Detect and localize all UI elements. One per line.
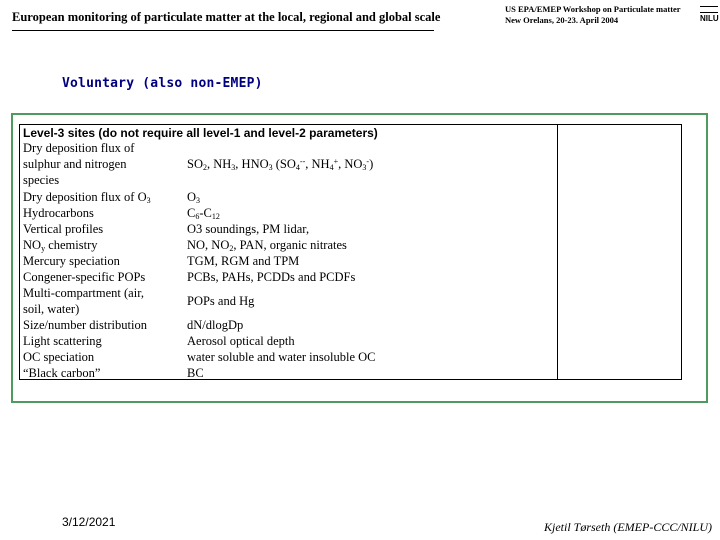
row-value: TGM, RGM and TPM [187,254,300,268]
row-value: O3 soundings, PM lidar, [187,222,310,236]
row-label-line: species [23,173,60,187]
row-label: Size/number distribution [23,318,147,332]
row-label: Hydrocarbons [23,206,94,220]
presentation-title: European monitoring of particulate matter at the local, regional and global scale [12,10,441,24]
row-label-line: soil, water) [23,302,80,316]
row-label: “Black carbon” [23,366,101,380]
slide-author: Kjetil Tørseth (EMEP-CCC/NILU) [544,520,712,534]
row-label-line: Dry deposition flux of [23,141,135,155]
row-value: NO, $NO_2$, PAN, organic nitrates [187,238,347,253]
column-separator [557,125,558,379]
row-value: $SO_2$, $NH_3$, $HNO_3$ ($SO_4^{--}$, $NH_4^+$, $NO_3^-$) [187,157,374,172]
row-label: Dry deposition flux of $O_3$ [23,190,151,205]
workshop-name: US EPA/EMEP Workshop on Particulate matter [505,4,681,14]
row-label-line: sulphur and nitrogen [23,157,127,171]
row-value: $O_3$ [187,190,201,205]
row-value: dN/dlogDp [187,318,244,332]
logo-text: NILU [700,14,719,23]
logo-mark [700,6,718,13]
parameter-table [19,124,682,380]
table-heading: Level-3 sites (do not require all level-1 and level-2 parameters) [23,126,378,140]
nilu-logo-icon [700,6,718,22]
header-rule [12,30,434,31]
slide-subtitle: Voluntary (also non-EMEP) [62,76,263,91]
table-frame [11,113,708,403]
row-label: OC speciation [23,350,95,364]
row-value: PCBs, PAHs, PCDDs and PCDFs [187,270,356,284]
row-label: $NO_y$ chemistry [23,238,98,253]
row-label: Light scattering [23,334,102,348]
row-label-line: Multi-compartment (air, [23,286,144,300]
row-label: Mercury speciation [23,254,120,268]
row-label: Vertical profiles [23,222,104,236]
row-value: POPs and Hg [187,294,255,308]
workshop-place-date: New Orelans, 20-23. April 2004 [505,15,619,25]
row-label: Congener-specific POPs [23,270,146,284]
slide-date: 3/12/2021 [62,515,116,529]
row-value: Aerosol optical depth [187,334,295,348]
row-value: BC [187,366,204,380]
workshop-info [505,4,681,26]
row-value: water soluble and water insoluble OC [187,350,376,364]
row-value: $C_6-C_{12}$ [187,206,220,221]
